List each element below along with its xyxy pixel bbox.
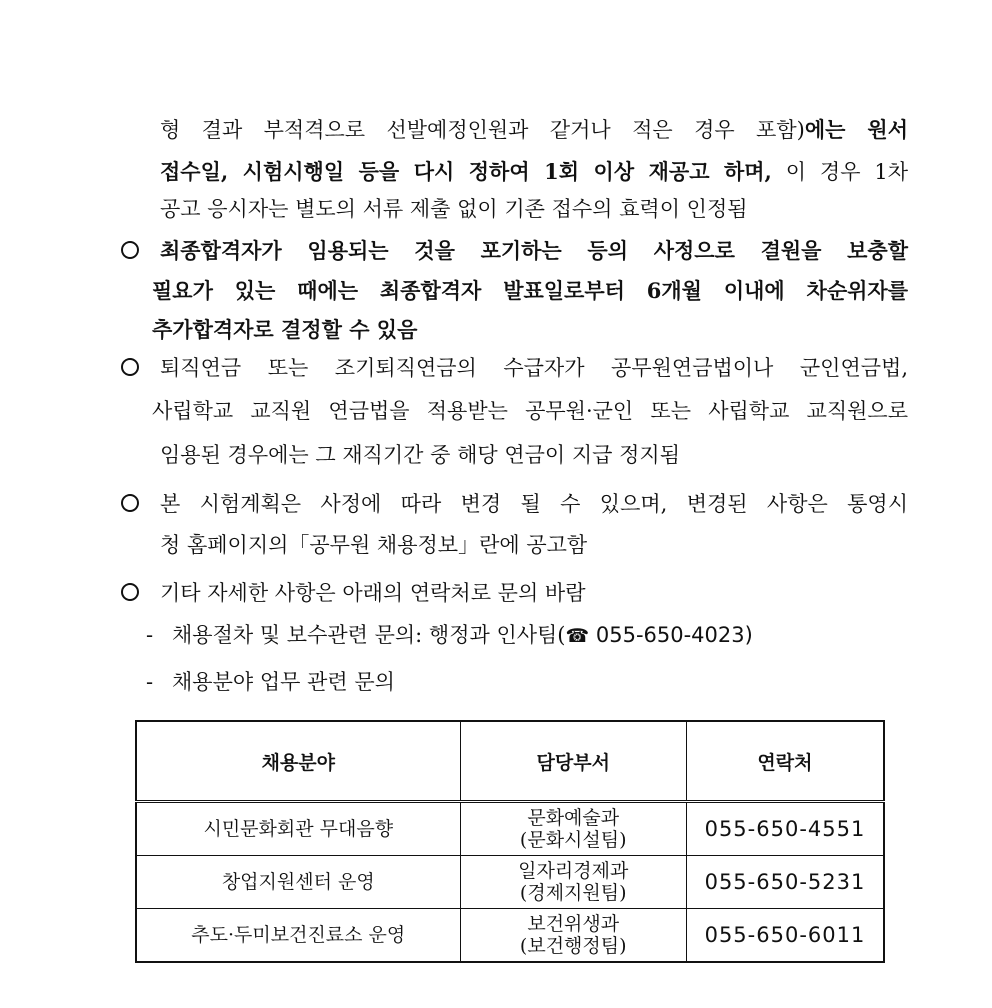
continuation-text-2a: 접수일, 시험시행일 등을 다시 정하여 1회 이상 재공고 하며, — [160, 159, 772, 184]
field-cell: 추도·두미보건진료소 운영 — [136, 909, 460, 963]
table-row — [136, 909, 884, 963]
team-name: (경제지원팀) — [519, 882, 627, 904]
continuation-text-3: 공고 응시자는 별도의 서류 제출 없이 기존 접수의 효력이 인정됨 — [160, 197, 748, 221]
procedure-inquiry-label: 채용절차 및 보수관련 문의: 행정과 인사팀( — [172, 623, 566, 647]
bullet-circle-3 — [121, 494, 139, 512]
dash-marker-2: - — [146, 670, 154, 694]
department-name: 보건위생과 — [527, 913, 620, 935]
department-cell — [460, 909, 686, 963]
team-name: (문화시설팀) — [519, 829, 627, 851]
field-cell: 창업지원센터 운영 — [136, 856, 460, 909]
header-contact: 연락처 — [686, 721, 884, 802]
dash-marker-1: - — [146, 623, 154, 647]
bullet-2-text-2: 사립학교 교직원 연금법을 적용받는 공무원·군인 또는 사립학교 교직원으로 — [152, 399, 908, 423]
continuation-text-2b: 이 경우 1차 — [771, 160, 908, 184]
bullet-circle-2 — [121, 358, 139, 376]
field-inquiry-label: 채용분야 업무 관련 문의 — [172, 670, 395, 694]
table-header-row — [136, 721, 884, 802]
phone-cell: 055-650-6011 — [686, 909, 884, 963]
team-name: (보건행정팀) — [519, 935, 627, 957]
department-name: 문화예술과 — [527, 807, 620, 829]
department-cell — [460, 802, 686, 856]
bullet-2-text-1: 퇴직연금 또는 조기퇴직연금의 수급자가 공무원연금법이나 군인연금법, — [160, 356, 908, 380]
bullet-circle-4 — [121, 583, 139, 601]
department-name: 일자리경제과 — [518, 860, 629, 882]
bullet-1-text-1: 최종합격자가 임용되는 것을 포기하는 등의 사정으로 결원을 보충할 — [160, 238, 908, 263]
continuation-text-1b: 에는 원서 — [804, 117, 908, 142]
bullet-1-text-3: 추가합격자로 결정할 수 있음 — [152, 317, 418, 342]
phone-cell: 055-650-4551 — [686, 802, 884, 856]
bullet-1-text-2: 필요가 있는 때에는 최종합격자 발표일로부터 6개월 이내에 차순위자를 — [152, 278, 908, 303]
personnel-team-phone: 055-650-4023) — [589, 623, 753, 647]
bullet-2-text-3: 임용된 경우에는 그 재직기간 중 해당 연금이 지급 정지됨 — [160, 443, 680, 467]
header-department: 담당부서 — [460, 721, 686, 802]
bullet-3-text-2: 청 홈페이지의「공무원 채용정보」란에 공고함 — [160, 533, 588, 557]
continuation-text-1a: 형 결과 부적격으로 선발예정인원과 같거나 적은 경우 포함) — [160, 118, 805, 142]
bullet-4-text-1: 기타 자세한 사항은 아래의 연락처로 문의 바람 — [160, 581, 586, 605]
phone-icon: ☎ — [565, 625, 590, 647]
department-cell — [460, 856, 686, 909]
bullet-circle-1 — [121, 241, 139, 259]
header-field: 채용분야 — [136, 721, 460, 802]
phone-cell: 055-650-5231 — [686, 856, 884, 909]
bullet-3-text-1: 본 시험계획은 사정에 따라 변경 될 수 있으며, 변경된 사항은 통영시 — [160, 492, 908, 516]
table-row — [136, 856, 884, 909]
field-cell: 시민문화회관 무대음향 — [136, 802, 460, 856]
table-row — [136, 802, 884, 856]
contacts-table — [135, 720, 885, 963]
